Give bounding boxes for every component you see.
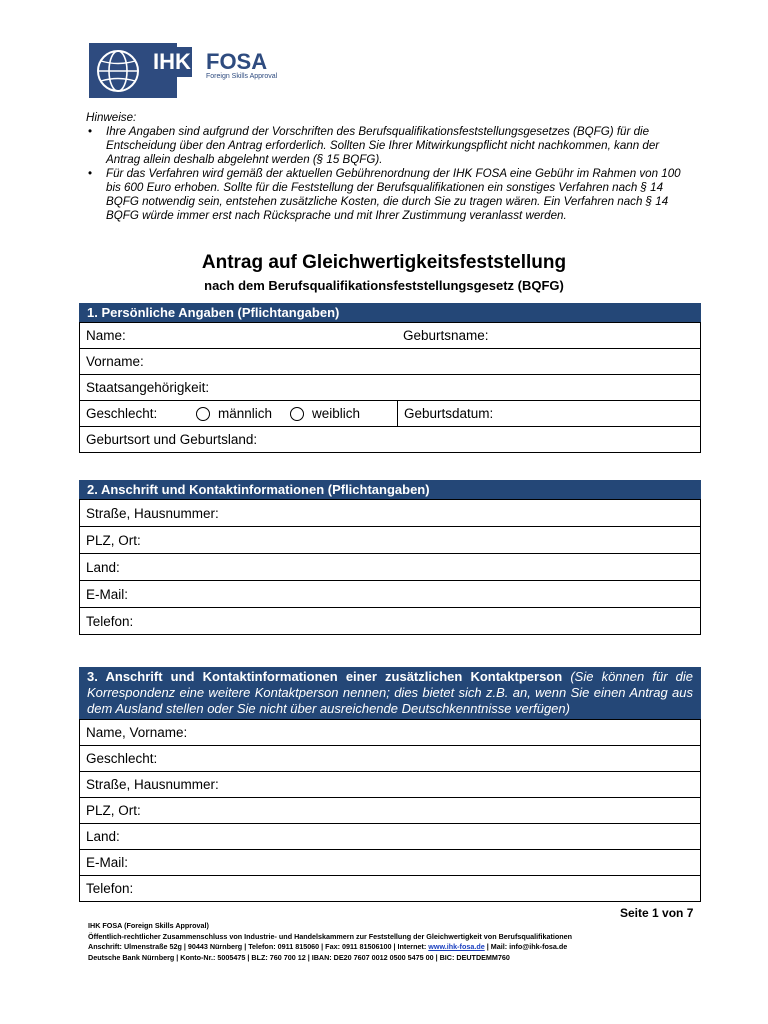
section-rows	[79, 499, 701, 635]
birth-place-label: Geburtsort und Geburtsland:	[86, 432, 258, 447]
birth-date-field[interactable]: Geburtsdatum:	[397, 401, 700, 426]
contact-phone-label: Telefon:	[86, 881, 134, 896]
footer-line: IHK FOSA (Foreign Skills Approval)	[88, 921, 209, 930]
radio-female[interactable]	[290, 406, 360, 421]
page-number: Seite 1 von 7	[620, 906, 694, 920]
first-name-field[interactable]	[80, 348, 700, 374]
radio-female-label: weiblich	[312, 406, 361, 421]
contact-phone-field[interactable]	[80, 875, 700, 901]
section-heading: 2. Anschrift und Kontaktinformationen (Pflichtangaben)	[79, 480, 701, 499]
zip-city-label: PLZ, Ort:	[86, 532, 141, 548]
hint-item: • Ihre Angaben sind aufgrund der Vorschriften des Berufsqualifikationsfeststellungsgesetzes (BQFG) für die Entscheidung über den Antrag erforderlich. Sollten Sie Ihrer Mitwirkungspflicht nicht nachkommen, kann der Antrag allein deshalb abgelehnt werden (§ 15 BQFG).	[86, 125, 696, 167]
contact-street-label: Straße, Hausnummer:	[86, 777, 219, 792]
hint-item: • Für das Verfahren wird gemäß der aktuellen Gebührenordnung der IHK FOSA eine Gebühr im Rahmen von 100 bis 600 Euro erhoben. Sollte für die Feststellung der Berufsqualifikationen ein sonstiges Verfahren nach § 14 BQFG notwendig sein, entstehen zusätzliche Kosten, die durch Sie zu tragen wären. Ein Verfahren nach § 14 BQFG würde immer erst nach Rücksprache und mit Ihrer Zustimmung veranlasst werden.	[86, 167, 696, 223]
section-contact-person	[79, 667, 701, 902]
country-field[interactable]	[80, 553, 700, 580]
hints-block	[86, 111, 696, 223]
section-personal-data	[79, 303, 701, 453]
contact-email-field[interactable]	[80, 849, 700, 875]
phone-field[interactable]	[80, 607, 700, 634]
phone-label: Telefon:	[86, 613, 134, 629]
gender-group	[86, 406, 397, 421]
zip-city-field[interactable]	[80, 526, 700, 553]
footer-mail: | Mail: info@ihk-fosa.de	[484, 942, 568, 951]
section-heading-bold: 3. Anschrift und Kontaktinformationen einer zusätzlichen Kontaktperson	[87, 669, 563, 684]
logo-fosa-label: FOSA	[206, 49, 268, 74]
section-heading	[79, 667, 701, 719]
form-title: Antrag auf Gleichwertigkeitsfeststellung	[201, 252, 567, 273]
contact-name-field[interactable]	[80, 719, 700, 745]
logo-subtitle: Foreign Skills Approval	[206, 73, 278, 80]
contact-name-label: Name, Vorname:	[86, 725, 188, 740]
row-gender-birthdate	[80, 400, 700, 426]
nationality-label: Staatsangehörigkeit:	[86, 380, 210, 395]
section-heading-italic: (Sie können für die Korrespondenz eine weitere Kontaktperson nennen; dies bietet sich z.B. an, wenn Sie einen Antrag aus dem Ausland stellen oder Sie nicht über ausreichende Deutschkenntnisse verfügen)	[87, 669, 694, 716]
hints-title: Hinweise:	[86, 111, 137, 124]
section-heading: 1. Persönliche Angaben (Pflichtangaben)	[79, 303, 701, 322]
street-label: Straße, Hausnummer:	[86, 505, 219, 521]
footer-address: Anschrift: Ulmenstraße 52g | 90443 Nürnberg | Telefon: 0911 815060 | Fax: 0911 81506100 | Internet:	[88, 942, 429, 951]
section-rows	[79, 719, 701, 902]
website-link[interactable]: www.ihk-fosa.de	[428, 942, 485, 951]
contact-country-label: Land:	[86, 829, 120, 844]
contact-country-field[interactable]	[80, 823, 700, 849]
hints-list	[86, 125, 696, 223]
contact-gender-field[interactable]	[80, 745, 700, 771]
radio-circle-icon	[196, 407, 210, 421]
section-rows	[79, 322, 701, 453]
gender-label: Geschlecht:	[86, 406, 158, 421]
street-field[interactable]	[80, 499, 700, 526]
name-field[interactable]: Name:	[86, 328, 126, 343]
logo-ihk-label: IHK	[153, 49, 191, 74]
footer-line	[88, 942, 572, 953]
country-label: Land:	[86, 559, 120, 575]
globe-icon	[95, 48, 141, 94]
section-address	[79, 480, 701, 635]
contact-zip-city-label: PLZ, Ort:	[86, 803, 141, 818]
row-name	[80, 322, 700, 348]
email-label: E-Mail:	[86, 586, 129, 602]
email-field[interactable]	[80, 580, 700, 607]
nationality-field[interactable]	[80, 374, 700, 400]
radio-circle-icon	[290, 407, 304, 421]
radio-male-label: männlich	[218, 406, 273, 421]
footer-line: Deutsche Bank Nürnberg | Konto-Nr.: 5005475 | BLZ: 760 700 12 | IBAN: DE20 7607 0012 0500 5475 00 | BIC: DEUTDEMM760	[88, 952, 510, 962]
form-subtitle: nach dem Berufsqualifikationsfeststellungsgesetz (BQFG)	[204, 278, 564, 293]
contact-street-field[interactable]	[80, 771, 700, 797]
contact-zip-city-field[interactable]	[80, 797, 700, 823]
footer-line: Öffentlich-rechtlicher Zusammenschluss von Industrie- und Handelskammern zur Feststellung der Gleichwertigkeit von Berufsqualifikationen	[88, 931, 573, 941]
birth-name-field[interactable]: Geburtsname:	[403, 328, 489, 343]
radio-male[interactable]	[196, 406, 272, 421]
contact-gender-label: Geschlecht:	[86, 751, 158, 766]
first-name-label: Vorname:	[86, 354, 144, 369]
footer	[88, 921, 572, 963]
contact-email-label: E-Mail:	[86, 855, 129, 870]
birth-place-field[interactable]	[80, 426, 700, 452]
